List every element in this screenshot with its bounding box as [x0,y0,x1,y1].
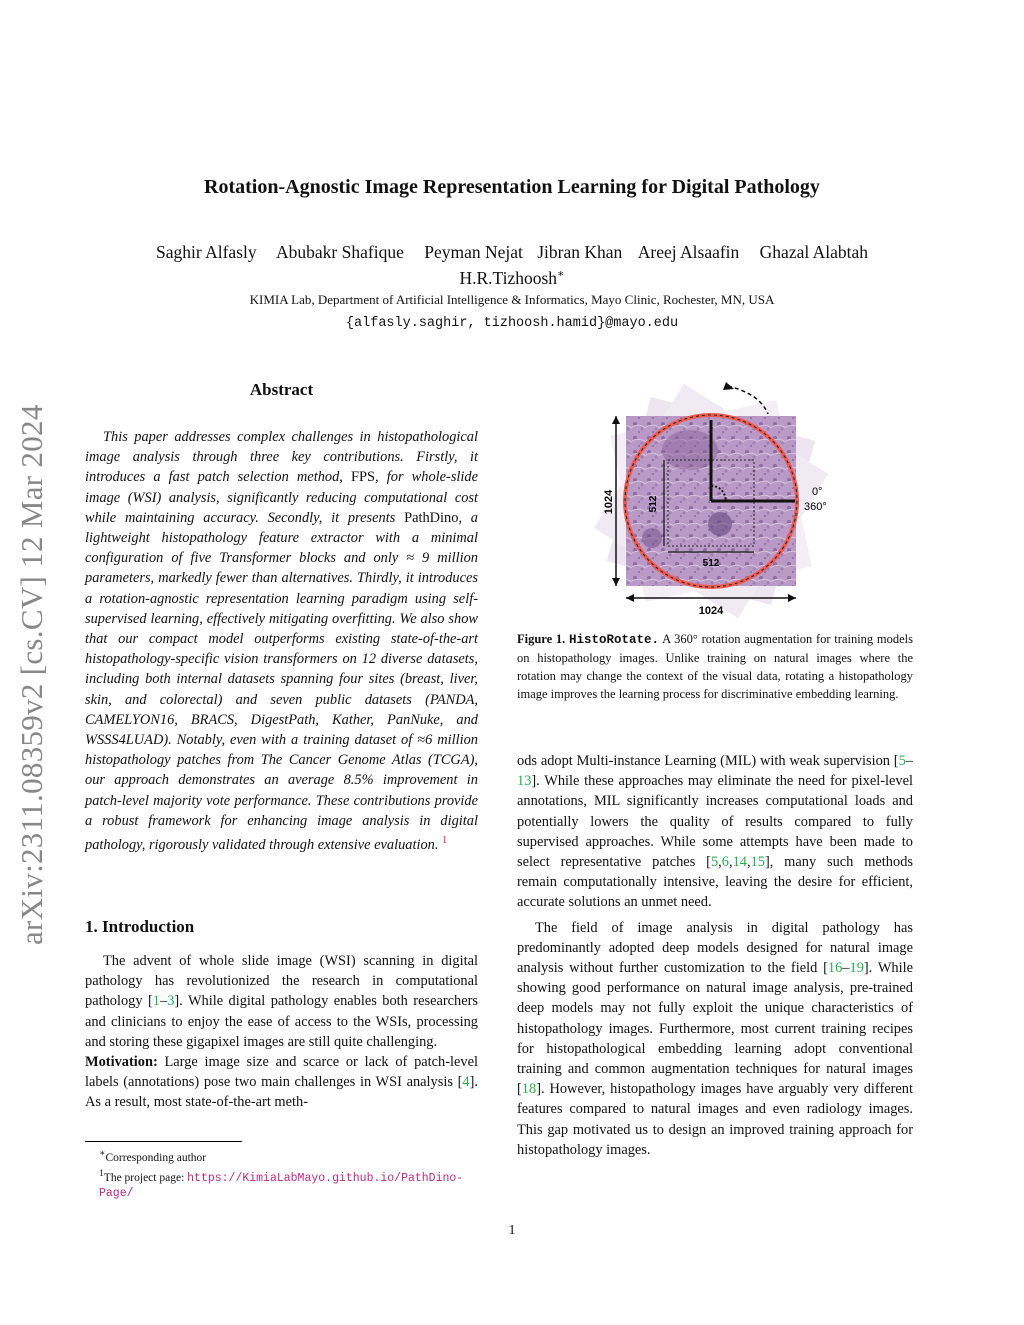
angle-label-0: 0° [812,486,823,498]
footnote-rule [85,1141,242,1142]
citation-link[interactable]: 1 [152,993,160,1010]
author: Jibran Khan [537,242,623,262]
paper-title: Rotation-Agnostic Image Representation Learning for Digital Pathology [204,176,820,198]
author: Saghir Alfasly [155,242,257,262]
citation-link[interactable]: 6 [721,854,729,871]
email: {alfasly.saghir, tizhoosh.hamid}@mayo.edu [345,316,679,331]
page-number: 1 [508,1223,516,1238]
author: H.R.Tizhoosh [459,267,558,288]
citation-link[interactable]: 4 [462,1074,470,1091]
footnotes: ∗Corresponding author $^1$The project page: https://KimiaLabMayo.github.io/PathDino-Page/ [99,1148,464,1200]
citation-link[interactable]: 19 [849,960,864,977]
right-column-body: ods adopt Multi-instance Learning (MIL) with weak supervision [5–13]. While these approaches may eliminate the need for pixel-level annotations, MIL significantly increases computational loads and potentially lowers the quality of results compared to fully supervised approaches. While some attempts have been made to select representative patches [5,6,14,15], many such methods remain computationally intensive, leaving the desire for efficient, accurate solutions an unmet need. The field of image analysis in digital pathology has predominantly adopted deep models designed for natural image analysis without further customization to the field [16–19]. While showing good performance on natural image analysis, pre-trained deep models may not fully exploit the unique characteristics of histopathology images. Furthermore, most current training recipes for histopathological embedding learning adopt conventional training and common augmentation techniques for natural images [18]. However, histopathology images have arguably very different features compared to natural images and even radiology images. This gap motivated us to design an improved training approach for histopathology images. [517,753,914,1158]
citation-link[interactable]: 18 [521,1081,537,1098]
citation-link[interactable]: 16 [827,960,843,977]
histo-rotate-figure [590,378,850,623]
figure-caption: Figure 1. HistoRotate. A 360° rotation augmentation for training models on histopathology images. Unlike training on natural images where the rotation may change the context of the visual data, rotating a histopathology image improves the learning process for discriminative embedding learning. [517,632,914,701]
section-heading-introduction: 1. Introduction [85,917,195,936]
author: Peyman Nejat [424,242,523,262]
dim-label-outer-horizontal: 1024 [698,605,724,617]
angle-label-360: 360° [804,501,827,513]
abstract-body: This paper addresses complex challenges in histopathological image analysis through three key contributions. Firstly, it introduces a fast patch selection method, FPS, for whole-slide image (WSI) analysis, significantly reducing computational cost while maintaining accuracy. Secondly, it presents PathDino, a lightweight histopathology feature extractor with a minimal configuration of five Transformer blocks and only ≈ 9 million parameters, markedly fewer than alternatives. Thirdly, it introduces a rotation-agnostic representation learning paradigm using self-supervised learning, effectively mitigating overfitting. We also show that our compact model outperforms existing state-of-the-art histopathology-specific vision transformers on 12 diverse datasets, including both internal datasets spanning four sites (breast, liver, skin, and colorectal) and seven public datasets (PANDA, CAMELYON16, BRACS, DigestPath, Kather, PanNuke, and WSSS4LUAD). Notably, even with a training dataset of ≈6 million histopathology patches from The Cancer Genome Atlas (TCGA), our approach demonstrates an average 8.5% improvement in patch-level majority vote performance. These contributions provide a robust framework for enhancing image analysis in digital pathology, rigorously validated through extensive evaluation. $^1$ [85,429,479,853]
affiliation: KIMIA Lab, Department of Artificial Intelligence & Informatics, Mayo Clinic, Rochester, MN, USA [249,292,775,307]
dim-label-outer-vertical: 1024 [603,489,615,515]
corresponding-mark: ∗ [557,268,565,280]
author: Ghazal Alabtah [759,242,869,262]
citation-link[interactable]: 3 [167,993,175,1010]
dim-label-inner-horizontal: 512 [702,558,720,569]
citation-link[interactable]: 5 [898,753,906,769]
citation-link[interactable]: 15 [750,854,765,871]
author: Abubakr Shafique [276,242,404,262]
project-page-link[interactable]: https://KimiaLabMayo.github.io/PathDino-Page/ [99,1171,464,1200]
citation-link[interactable]: 13 [517,773,532,790]
citation-link[interactable]: 5 [710,854,719,871]
arxiv-stamp: arXiv:2311.08359v2 [cs.CV] 12 Mar 2024 [14,404,49,945]
introduction-body: The advent of whole slide image (WSI) scanning in digital pathology has revolutionized the research in computational pathology [1–3]. While digital pathology enables both researchers and clinicians to enjoy the ease of access to the WSIs, processing and storing these gigapixel images are still quite challenging. Motivation: Large image size and scarce or lack of patch-level labels (annotations) pose two main challenges in WSI analysis [4]. As a result, most state-of-the-art meth- [85,953,478,1111]
author: Areej Alsaafin [637,242,740,262]
footnote-ref-link[interactable]: 1 [442,835,448,847]
dim-label-inner-vertical: 512 [648,495,659,513]
abstract-heading: Abstract [249,380,314,399]
author-list [0,241,1024,289]
citation-link[interactable]: 14 [732,854,747,871]
